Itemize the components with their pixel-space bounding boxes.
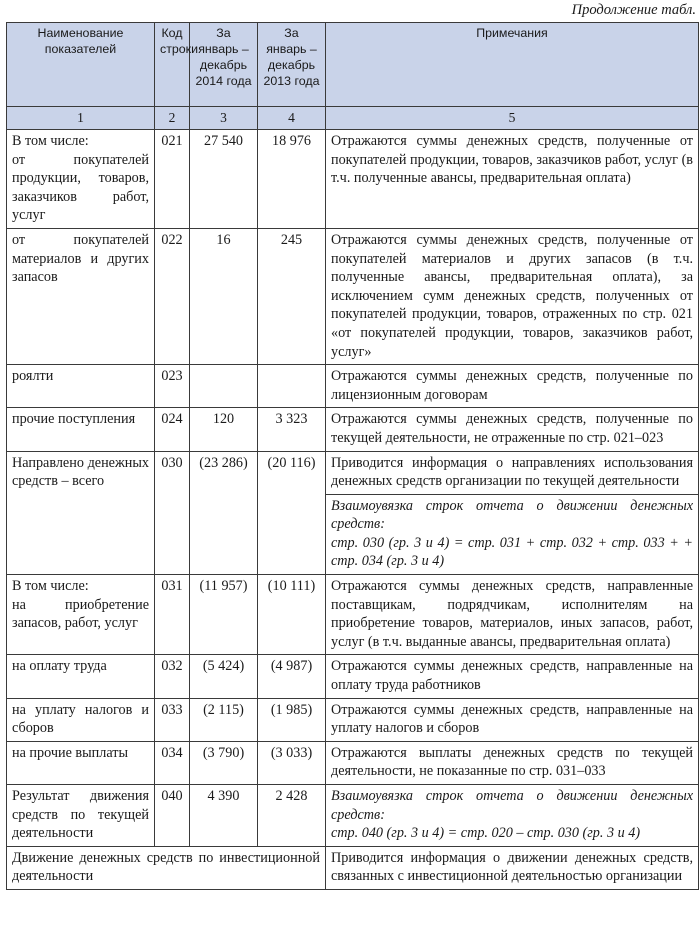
row-code: 023 [155,365,190,408]
col-number: 4 [258,107,326,130]
row-value-2013: (10 111) [258,575,326,655]
row-name: В том числе: на приобретение запасов, работ, услуг [7,575,155,655]
row-note: Отражаются суммы денежных средств, полученные по текущей деятельности, не отраженные по стр. 021–023 [326,408,699,451]
col-number: 5 [326,107,699,130]
row-code: 033 [155,698,190,741]
col-number: 1 [7,107,155,130]
section-row [7,846,699,889]
table-row [7,365,699,408]
table-row [7,228,699,364]
row-note: Отражаются суммы денежных средств, направленные на уплату налогов и сборов [326,698,699,741]
header-row [7,23,699,107]
row-code: 032 [155,655,190,698]
row-value-2013: 3 323 [258,408,326,451]
section-title: Движение денежных средств по инвестиционной деятельности [7,846,326,889]
col-number: 3 [190,107,258,130]
row-value-2014: 27 540 [190,130,258,229]
row-value-2013: (1 985) [258,698,326,741]
table-row [7,408,699,451]
row-value-2014: 16 [190,228,258,364]
row-code: 024 [155,408,190,451]
row-note: Отражаются суммы денежных средств, направленные поставщикам, подрядчикам, исполнителям на приобретение товаров, материалов, иных запасов, работ, услуг (в т.ч. выданные авансы, предварительная оплата) [326,575,699,655]
table-row [7,130,699,229]
row-value-2013: 245 [258,228,326,364]
row-value-2013: (20 116) [258,451,326,575]
header-code: Код строки [155,23,190,107]
header-2014: За январь – декабрь 2014 года [190,23,258,107]
row-value-2014: 4 390 [190,785,258,847]
row-note: Отражаются суммы денежных средств, полученные по лицензионным договорам [326,365,699,408]
row-note: Приводится информация о движении денежных средств, связанных с инвестиционной деятельностью организации [326,846,699,889]
table-row [7,785,699,847]
row-value-2013: (4 987) [258,655,326,698]
row-code: 021 [155,130,190,229]
table-row [7,451,699,494]
row-value-2014 [190,365,258,408]
row-code: 030 [155,451,190,575]
row-name: на оплату труда [7,655,155,698]
row-value-2014: (11 957) [190,575,258,655]
table-caption: Продолжение табл. [571,2,696,18]
row-value-2014: 120 [190,408,258,451]
row-value-2014: (3 790) [190,741,258,784]
row-code: 034 [155,741,190,784]
table-row [7,575,699,655]
row-value-2014: (5 424) [190,655,258,698]
row-value-2013 [258,365,326,408]
row-name: от покупателей материалов и других запасов [7,228,155,364]
row-note-formula: Взаимоувязка строк отчета о движении денежных средств: стр. 030 (гр. 3 и 4) = стр. 031 + стр. 032 + стр. 033 + + стр. 034 (гр. 3 и 4) [326,494,699,574]
row-note: Отражаются суммы денежных средств, полученные от покупателей материалов и других запасов (в т.ч. полученные авансы, предварительная оплата), за исключением сумм денежных средств, полученных от покупателей продукции, товаров, отраженных по стр. 021 «от покупателей продукции, товаров, заказчиков работ, услуг» [326,228,699,364]
row-value-2013: 2 428 [258,785,326,847]
row-name: на прочие выплаты [7,741,155,784]
row-name: Результат движения средств по текущей деятельности [7,785,155,847]
row-code: 040 [155,785,190,847]
row-value-2014: (23 286) [190,451,258,575]
row-name: В том числе: от покупателей продукции, товаров, заказчиков работ, услуг [7,130,155,229]
row-note-formula: Взаимоувязка строк отчета о движении денежных средств: стр. 040 (гр. 3 и 4) = стр. 020 – стр. 030 (гр. 3 и 4) [326,785,699,847]
row-note: Отражаются выплаты денежных средств по текущей деятельности, не показанные по стр. 031–033 [326,741,699,784]
row-value-2013: (3 033) [258,741,326,784]
table-row [7,741,699,784]
header-2013: За январь – декабрь 2013 года [258,23,326,107]
header-notes: Примечания [326,23,699,107]
row-note: Отражаются суммы денежных средств, направленные на оплату труда работников [326,655,699,698]
table-row [7,698,699,741]
row-name: роялти [7,365,155,408]
row-note: Приводится информация о направлениях использования денежных средств организации по текущей деятельности [326,451,699,494]
row-code: 022 [155,228,190,364]
row-value-2014: (2 115) [190,698,258,741]
row-note: Отражаются суммы денежных средств, полученные от покупателей продукции, товаров, заказчиков работ, услуг (в т.ч. полученные авансы, предварительная оплата) [326,130,699,229]
cash-flow-table [6,22,699,890]
row-value-2013: 18 976 [258,130,326,229]
column-numbers-row [7,107,699,130]
row-name: на уплату налогов и сборов [7,698,155,741]
table-row [7,655,699,698]
col-number: 2 [155,107,190,130]
row-name: Направлено денежных средств – всего [7,451,155,575]
row-name: прочие поступления [7,408,155,451]
row-code: 031 [155,575,190,655]
header-name: Наименование показателей [7,23,155,107]
